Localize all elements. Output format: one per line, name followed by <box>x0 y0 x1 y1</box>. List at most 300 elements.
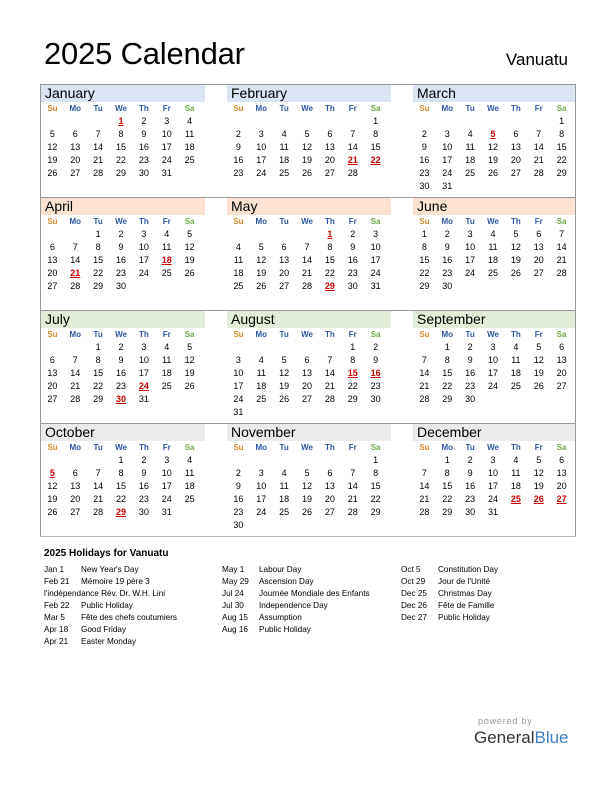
empty-day-cell <box>341 454 364 467</box>
week-row <box>41 480 201 493</box>
empty-day-cell <box>550 393 573 406</box>
day-cell: 20 <box>70 155 81 165</box>
empty-day-cell <box>504 393 527 406</box>
holiday-name: Public Holiday <box>81 601 133 610</box>
day-cell: 1 <box>421 229 427 239</box>
holiday-name: Public Holiday <box>259 625 311 634</box>
day-cell: 30 <box>138 168 149 178</box>
holiday-day-cell: 27 <box>556 494 567 504</box>
day-cell: 16 <box>233 494 244 504</box>
day-cell: 9 <box>141 468 147 478</box>
day-cell: 2 <box>373 342 379 352</box>
holiday-name: Labour Day <box>259 565 302 574</box>
day-cell: 5 <box>513 229 519 239</box>
week-row <box>227 141 387 154</box>
holiday-day-cell: 5 <box>49 468 55 478</box>
day-cell: 25 <box>256 394 267 404</box>
day-cell: 11 <box>488 242 498 252</box>
day-cell: 17 <box>138 368 149 378</box>
day-cell: 13 <box>510 142 521 152</box>
day-cell: 17 <box>256 155 267 165</box>
day-cell: 4 <box>467 129 473 139</box>
holiday-name: Easter Monday <box>81 637 137 646</box>
day-cell: 22 <box>370 494 381 504</box>
month-june <box>413 198 573 293</box>
week-row <box>227 393 387 406</box>
day-cell: 2 <box>467 342 473 352</box>
day-cell: 22 <box>93 268 104 278</box>
day-cell: 28 <box>70 281 81 291</box>
week-row <box>41 167 201 180</box>
day-cell: 21 <box>302 268 313 278</box>
day-cell: 12 <box>279 368 290 378</box>
day-cell: 12 <box>256 255 267 265</box>
weekday-label: Th <box>510 443 521 452</box>
empty-day-cell <box>413 115 436 128</box>
holiday-entry <box>44 576 177 588</box>
day-cell: 29 <box>442 507 453 517</box>
day-cell: 31 <box>488 507 499 517</box>
weekday-label: Sa <box>556 104 567 113</box>
weekday-label: Sa <box>184 330 195 339</box>
day-cell: 19 <box>510 255 521 265</box>
day-cell: 23 <box>233 168 244 178</box>
day-cell: 19 <box>302 155 313 165</box>
weekday-label: Mo <box>69 217 82 226</box>
holiday-date: Oct 5 <box>401 565 421 574</box>
empty-day-cell <box>178 393 201 406</box>
holiday-date: Aug 15 <box>222 613 248 622</box>
holidays-title: 2025 Holidays for Vanuatu <box>44 548 169 559</box>
day-cell: 30 <box>347 281 358 291</box>
empty-day-cell <box>64 454 87 467</box>
day-cell: 1 <box>444 342 450 352</box>
weekday-label: Sa <box>370 330 381 339</box>
holiday-column <box>222 564 370 636</box>
day-cell: 24 <box>488 494 499 504</box>
month-name: August <box>227 311 391 328</box>
day-cell: 25 <box>184 155 195 165</box>
weekday-label: Fr <box>534 217 543 226</box>
day-cell: 21 <box>419 494 430 504</box>
day-cell: 9 <box>141 129 147 139</box>
empty-day-cell <box>273 454 296 467</box>
day-cell: 2 <box>421 129 427 139</box>
holiday-date: Jul 24 <box>222 589 244 598</box>
day-cell: 10 <box>488 468 499 478</box>
day-cell: 9 <box>444 242 450 252</box>
holiday-name: Fête des chefs coutumiers <box>81 613 178 622</box>
day-cell: 14 <box>419 368 430 378</box>
holiday-entry <box>44 588 177 600</box>
day-cell: 8 <box>327 242 333 252</box>
day-cell: 13 <box>556 468 567 478</box>
day-cell: 4 <box>281 468 287 478</box>
day-cell: 29 <box>347 394 358 404</box>
day-cell: 9 <box>467 468 473 478</box>
day-cell: 1 <box>373 116 379 126</box>
weekday-label: Fr <box>534 443 543 452</box>
holiday-date: Apr 18 <box>44 625 69 634</box>
empty-day-cell <box>341 406 364 419</box>
holiday-name: Independence Day <box>259 601 328 610</box>
day-cell: 20 <box>324 155 335 165</box>
month-name: September <box>413 311 575 328</box>
day-cell: 27 <box>70 168 81 178</box>
day-cell: 31 <box>233 407 244 417</box>
week-row <box>413 467 573 480</box>
day-cell: 15 <box>93 368 104 378</box>
day-cell: 25 <box>465 168 476 178</box>
day-cell: 24 <box>138 268 149 278</box>
empty-day-cell <box>318 406 341 419</box>
weekday-label: Sa <box>556 330 567 339</box>
empty-day-cell <box>41 228 64 241</box>
empty-day-cell <box>273 519 296 532</box>
weekday-header <box>413 215 573 228</box>
day-cell: 5 <box>304 129 310 139</box>
weekday-label: Su <box>233 217 244 226</box>
week-row <box>413 180 573 193</box>
day-cell: 7 <box>536 129 542 139</box>
week-row <box>41 493 201 506</box>
weekday-label: Tu <box>93 443 103 452</box>
weekday-label: We <box>115 443 127 452</box>
quarter-row <box>41 197 575 310</box>
day-cell: 19 <box>256 268 267 278</box>
month-name: June <box>413 198 575 215</box>
weekday-label: Su <box>47 104 58 113</box>
day-cell: 14 <box>533 142 544 152</box>
empty-day-cell <box>318 341 341 354</box>
week-row <box>41 154 201 167</box>
day-cell: 28 <box>302 281 313 291</box>
day-cell: 26 <box>302 168 313 178</box>
holiday-day-cell: 16 <box>370 368 381 378</box>
day-cell: 19 <box>488 155 499 165</box>
weekday-label: Fr <box>162 217 171 226</box>
day-cell: 16 <box>347 255 358 265</box>
day-cell: 15 <box>442 368 453 378</box>
holiday-name: Ascension Day <box>259 577 314 586</box>
weekday-label: Th <box>324 217 335 226</box>
day-cell: 20 <box>533 255 544 265</box>
week-row <box>413 367 573 380</box>
week-row <box>413 154 573 167</box>
day-cell: 18 <box>184 481 195 491</box>
day-cell: 22 <box>116 155 127 165</box>
month-april <box>41 198 201 293</box>
weekday-label: We <box>487 217 499 226</box>
empty-day-cell <box>296 115 319 128</box>
day-cell: 7 <box>72 242 78 252</box>
day-cell: 22 <box>419 268 430 278</box>
weekday-label: Fr <box>162 104 171 113</box>
empty-day-cell <box>527 280 550 293</box>
empty-day-cell <box>413 454 436 467</box>
week-row <box>227 154 387 167</box>
day-cell: 10 <box>442 142 453 152</box>
day-cell: 19 <box>533 481 544 491</box>
holiday-entry <box>44 636 177 648</box>
day-cell: 19 <box>533 368 544 378</box>
day-cell: 5 <box>536 342 542 352</box>
week-row <box>413 454 573 467</box>
day-cell: 12 <box>47 142 58 152</box>
day-cell: 23 <box>465 381 476 391</box>
day-cell: 17 <box>442 155 453 165</box>
day-cell: 19 <box>184 368 195 378</box>
day-cell: 5 <box>281 355 287 365</box>
holiday-day-cell: 5 <box>490 129 496 139</box>
day-cell: 19 <box>47 494 58 504</box>
empty-day-cell <box>482 280 505 293</box>
weekday-label: Fr <box>348 104 357 113</box>
empty-day-cell <box>504 280 527 293</box>
weekday-label: We <box>487 443 499 452</box>
empty-day-cell <box>155 280 178 293</box>
holiday-day-cell: 18 <box>161 255 172 265</box>
week-row <box>413 141 573 154</box>
day-cell: 2 <box>118 342 124 352</box>
empty-day-cell <box>227 341 250 354</box>
day-cell: 30 <box>465 394 476 404</box>
day-cell: 12 <box>510 242 521 252</box>
day-cell: 8 <box>95 355 101 365</box>
weekday-label: Th <box>510 217 521 226</box>
weekday-label: Tu <box>93 217 103 226</box>
day-cell: 15 <box>370 142 381 152</box>
day-cell: 23 <box>233 507 244 517</box>
day-cell: 3 <box>164 116 170 126</box>
empty-day-cell <box>250 519 273 532</box>
day-cell: 23 <box>465 494 476 504</box>
empty-day-cell <box>250 341 273 354</box>
empty-day-cell <box>318 454 341 467</box>
day-cell: 28 <box>324 394 335 404</box>
day-cell: 29 <box>93 394 104 404</box>
weekday-label: We <box>115 104 127 113</box>
day-cell: 23 <box>116 268 127 278</box>
day-cell: 2 <box>467 455 473 465</box>
day-cell: 21 <box>419 381 430 391</box>
day-cell: 12 <box>302 142 313 152</box>
weekday-label: Tu <box>279 443 289 452</box>
day-cell: 20 <box>279 268 290 278</box>
empty-day-cell <box>364 167 387 180</box>
week-row <box>41 506 201 519</box>
holiday-name: Public Holiday <box>438 613 490 622</box>
holiday-entry <box>44 564 177 576</box>
weekday-label: We <box>301 330 313 339</box>
day-cell: 17 <box>488 368 499 378</box>
day-cell: 14 <box>93 142 104 152</box>
day-cell: 3 <box>258 468 264 478</box>
weekday-label: Su <box>47 217 58 226</box>
day-cell: 30 <box>419 181 430 191</box>
day-cell: 7 <box>350 129 356 139</box>
day-cell: 21 <box>556 255 567 265</box>
weekday-label: Th <box>510 330 521 339</box>
day-cell: 10 <box>488 355 499 365</box>
weekday-label: Su <box>47 330 58 339</box>
day-cell: 29 <box>419 281 430 291</box>
day-cell: 8 <box>444 468 450 478</box>
day-cell: 6 <box>49 355 55 365</box>
empty-day-cell <box>273 406 296 419</box>
day-cell: 4 <box>164 342 170 352</box>
empty-day-cell <box>504 180 527 193</box>
day-cell: 29 <box>116 168 127 178</box>
day-cell: 28 <box>533 168 544 178</box>
empty-day-cell <box>459 180 482 193</box>
day-cell: 4 <box>513 342 519 352</box>
day-cell: 1 <box>373 455 379 465</box>
week-row <box>41 267 201 280</box>
week-row <box>413 267 573 280</box>
holiday-name: Jour de l'Unité <box>438 577 491 586</box>
month-name: July <box>41 311 205 328</box>
day-cell: 23 <box>347 268 358 278</box>
week-row <box>41 341 201 354</box>
day-cell: 30 <box>233 520 244 530</box>
day-cell: 16 <box>465 481 476 491</box>
day-cell: 22 <box>347 381 358 391</box>
day-cell: 13 <box>70 481 81 491</box>
empty-day-cell <box>250 228 273 241</box>
weekday-label: Mo <box>255 104 268 113</box>
month-name: October <box>41 424 205 441</box>
day-cell: 24 <box>370 268 381 278</box>
empty-day-cell <box>273 341 296 354</box>
day-cell: 31 <box>138 394 149 404</box>
week-row <box>227 241 387 254</box>
holiday-date: Jul 30 <box>222 601 244 610</box>
day-cell: 28 <box>93 168 104 178</box>
week-row <box>41 454 201 467</box>
day-cell: 1 <box>444 455 450 465</box>
holiday-entry <box>401 600 498 612</box>
week-row <box>227 280 387 293</box>
weekday-header <box>227 215 387 228</box>
day-cell: 7 <box>559 229 565 239</box>
empty-day-cell <box>41 341 64 354</box>
weekday-label: Sa <box>184 443 195 452</box>
day-cell: 26 <box>302 507 313 517</box>
day-cell: 27 <box>279 281 290 291</box>
month-july <box>41 311 201 406</box>
day-cell: 21 <box>93 494 104 504</box>
weekday-label: Su <box>233 330 244 339</box>
day-cell: 13 <box>324 142 335 152</box>
weekday-label: Mo <box>255 443 268 452</box>
weekday-label: Fr <box>162 443 171 452</box>
day-cell: 28 <box>419 507 430 517</box>
holiday-name: Christmas Day <box>438 589 492 598</box>
day-cell: 6 <box>49 242 55 252</box>
day-cell: 9 <box>467 355 473 365</box>
week-row <box>227 454 387 467</box>
weekday-label: Mo <box>69 330 82 339</box>
week-row <box>413 341 573 354</box>
empty-day-cell <box>459 115 482 128</box>
day-cell: 21 <box>347 494 358 504</box>
holiday-day-cell: 30 <box>116 394 127 404</box>
day-cell: 15 <box>556 142 567 152</box>
day-cell: 17 <box>161 481 172 491</box>
day-cell: 3 <box>164 455 170 465</box>
day-cell: 31 <box>161 507 172 517</box>
holiday-date: May 1 <box>222 565 245 574</box>
day-cell: 20 <box>70 494 81 504</box>
day-cell: 21 <box>533 155 544 165</box>
day-cell: 28 <box>419 394 430 404</box>
weekday-header <box>227 102 387 115</box>
day-cell: 9 <box>421 142 427 152</box>
day-cell: 8 <box>421 242 427 252</box>
day-cell: 23 <box>442 268 453 278</box>
day-cell: 26 <box>279 394 290 404</box>
day-cell: 7 <box>350 468 356 478</box>
week-row <box>227 115 387 128</box>
day-cell: 20 <box>47 268 58 278</box>
generalblue-logo[interactable] <box>474 728 569 748</box>
holiday-entry <box>222 576 370 588</box>
day-cell: 19 <box>302 494 313 504</box>
day-cell: 13 <box>47 368 58 378</box>
weekday-label: Th <box>324 104 335 113</box>
day-cell: 31 <box>370 281 381 291</box>
day-cell: 18 <box>233 268 244 278</box>
day-cell: 27 <box>302 394 313 404</box>
day-cell: 20 <box>324 494 335 504</box>
day-cell: 7 <box>421 468 427 478</box>
holiday-day-cell: 21 <box>70 268 81 278</box>
empty-day-cell <box>41 454 64 467</box>
day-cell: 18 <box>510 368 521 378</box>
week-row <box>41 141 201 154</box>
week-row <box>227 506 387 519</box>
day-cell: 10 <box>138 355 149 365</box>
empty-day-cell <box>296 406 319 419</box>
empty-day-cell <box>296 519 319 532</box>
day-cell: 26 <box>510 268 521 278</box>
weekday-label: Fr <box>348 443 357 452</box>
month-september <box>413 311 573 406</box>
weekday-label: Tu <box>279 330 289 339</box>
day-cell: 2 <box>350 229 356 239</box>
empty-day-cell <box>178 167 201 180</box>
holiday-name: Journée Mondiale des Enfants <box>259 589 370 598</box>
day-cell: 4 <box>187 455 193 465</box>
weekday-label: Fr <box>162 330 171 339</box>
day-cell: 8 <box>95 242 101 252</box>
weekday-label: Mo <box>255 330 268 339</box>
day-cell: 25 <box>279 507 290 517</box>
day-cell: 27 <box>510 168 521 178</box>
holiday-day-cell: 21 <box>347 155 358 165</box>
day-cell: 30 <box>370 394 381 404</box>
week-row <box>227 128 387 141</box>
day-cell: 28 <box>70 394 81 404</box>
day-cell: 27 <box>324 507 335 517</box>
day-cell: 18 <box>488 255 499 265</box>
day-cell: 25 <box>510 381 521 391</box>
holiday-name: Constitution Day <box>438 565 499 574</box>
holiday-entry <box>401 612 498 624</box>
day-cell: 5 <box>536 455 542 465</box>
empty-day-cell <box>273 228 296 241</box>
